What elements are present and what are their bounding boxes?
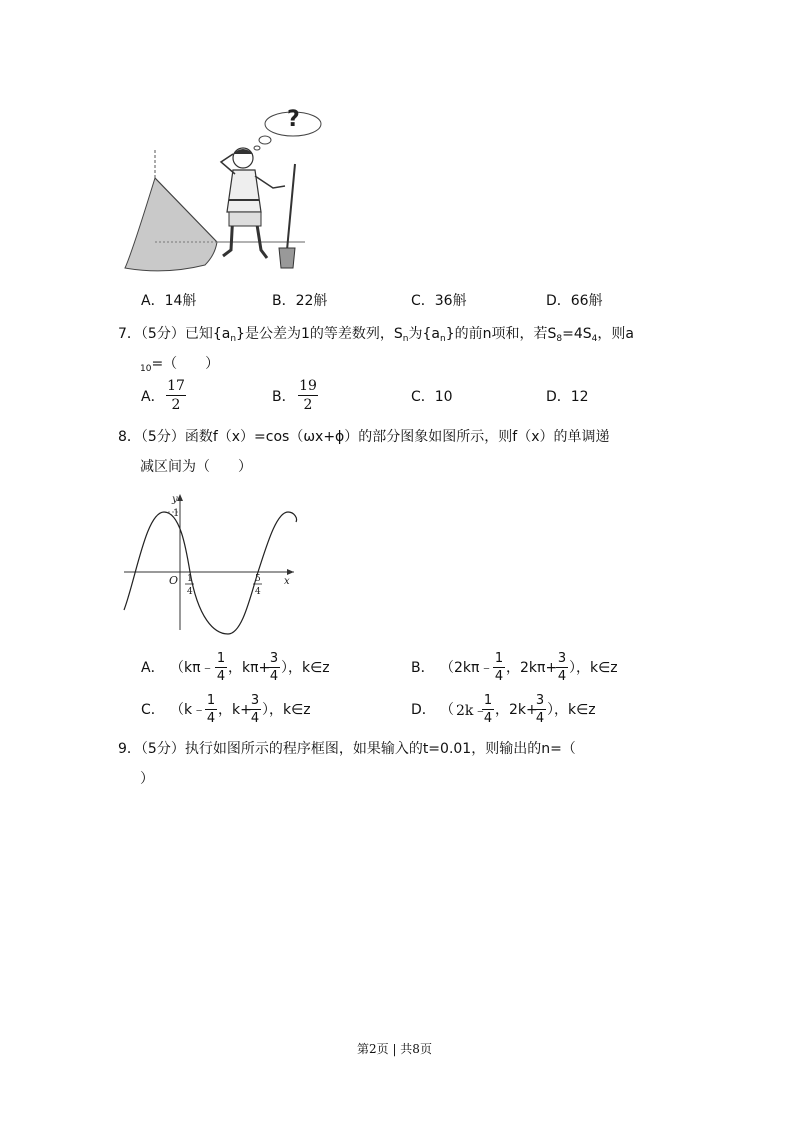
q8-option-c-frac1 xyxy=(205,694,217,725)
q8-option-c-part2: ，k+ xyxy=(218,702,252,718)
tick1-den: 4 xyxy=(187,587,193,597)
q8-option-c-frac2 xyxy=(249,694,261,725)
cosine-graph xyxy=(118,488,303,638)
q8-a-f1-den: 4 xyxy=(216,669,226,684)
q7-option-a-label: A． xyxy=(141,389,165,405)
q8-c-f1-num: 1 xyxy=(206,693,216,708)
q8-a-f2-den: 4 xyxy=(269,669,279,684)
q8-d-f2-den: 4 xyxy=(535,711,545,726)
q9-line1: 9．（5分）执行如图所示的程序框图，如果输入的t=0.01，则输出的n=（ xyxy=(118,741,576,757)
q6-option-d: D．66斛 xyxy=(546,293,603,309)
q8-option-d-frac1 xyxy=(482,694,494,725)
q7-sub-n2: n xyxy=(402,334,409,344)
q8-option-b-part2: ，2kπ+ xyxy=(506,660,558,676)
q8-option-a-label: A． xyxy=(141,660,165,676)
q9-line2: ） xyxy=(140,771,154,787)
one-label: 1 xyxy=(173,508,180,519)
tick1-num: 1 xyxy=(187,574,193,584)
q7-b-den: 2 xyxy=(303,397,313,413)
q6-option-b: B．22斛 xyxy=(272,293,328,309)
q8-option-b-frac1 xyxy=(493,652,505,683)
q8-a-f1-num: 1 xyxy=(216,651,226,666)
q7-sub-8: 8 xyxy=(556,334,563,344)
q7-line1 xyxy=(118,323,634,344)
q7-sub-4: 4 xyxy=(591,334,598,344)
q8-d-f2-num: 3 xyxy=(535,693,545,708)
q7-option-b-label: B． xyxy=(272,389,296,405)
q7-a-den: 2 xyxy=(171,397,181,413)
page-footer: 第2页 | 共8页 xyxy=(357,1042,432,1056)
tick2-num: 5 xyxy=(255,574,261,584)
q8-b-f2-num: 3 xyxy=(557,651,567,666)
y-axis-arrow xyxy=(177,494,183,501)
question-mark: ? xyxy=(287,107,300,132)
q8-option-d-part4: ），k∈z xyxy=(547,702,596,718)
q8-line1: 8．（5分）函数f（x）=cos（ωx+ϕ）的部分图象如图所示，则f（x）的单调递 xyxy=(118,429,610,445)
y-label: y xyxy=(172,494,178,505)
cosine-curve xyxy=(124,512,297,634)
q7-option-a-fraction xyxy=(166,379,186,412)
q8-c-f2-den: 4 xyxy=(250,711,260,726)
q7-option-b-fraction xyxy=(298,379,318,412)
q7-text-3: 为{a xyxy=(408,326,440,342)
q7-text-2: }是公差为1的等差数列，S xyxy=(236,326,403,342)
q6-option-c: C．36斛 xyxy=(411,293,467,309)
q8-option-b-part3: ），k∈z xyxy=(569,660,618,676)
q8-line2: 减区间为（ ） xyxy=(140,459,252,475)
q8-option-d-part1: （ xyxy=(440,702,454,718)
q7-text-1: 已知{a xyxy=(184,326,231,342)
q7-number: 7．（5分） xyxy=(118,326,185,342)
x-label: x xyxy=(284,576,290,587)
q7-option-d: D．12 xyxy=(546,389,589,405)
origin-label: O xyxy=(169,574,179,587)
q8-option-b-frac2 xyxy=(556,652,568,683)
q8-option-a-part1: （kπ﹣ xyxy=(170,660,215,676)
q7-text-5: =4S xyxy=(562,326,592,342)
grain-pile-illustration xyxy=(115,100,330,280)
q8-b-f2-den: 4 xyxy=(557,669,567,684)
q6-option-a: A．14斛 xyxy=(141,293,197,309)
q8-option-a-part2: ，kπ+ xyxy=(228,660,271,676)
q8-option-b-label: B． xyxy=(411,660,435,676)
q8-d-f1-num: 1 xyxy=(483,693,493,708)
q7-text-4: }的前n项和，若S xyxy=(445,326,557,342)
q8-option-a-frac2 xyxy=(268,652,280,683)
x-axis-arrow xyxy=(287,569,294,575)
tick2-den: 4 xyxy=(255,587,261,597)
q8-option-d-label: D． xyxy=(411,702,436,718)
q7-b-num: 19 xyxy=(299,378,317,394)
q8-option-a-part3: ），k∈z xyxy=(281,660,330,676)
q8-d-f1-den: 4 xyxy=(483,711,493,726)
q7-sub-n1: n xyxy=(230,334,237,344)
q7-a-num: 17 xyxy=(167,378,185,394)
q7-option-c: C．10 xyxy=(411,389,453,405)
q8-a-f2-num: 3 xyxy=(269,651,279,666)
q7-line2-rest: =（ ） xyxy=(151,356,220,372)
q8-option-d-part2: 2k﹣ xyxy=(456,703,488,719)
q8-option-d-frac2 xyxy=(534,694,546,725)
q8-c-f1-den: 4 xyxy=(206,711,216,726)
q7-sub-n3: n xyxy=(439,334,446,344)
q7-text-6: ，则a xyxy=(597,326,634,342)
q8-option-b-part1: （2kπ﹣ xyxy=(440,660,494,676)
q8-c-f2-num: 3 xyxy=(250,693,260,708)
q7-sub-10: 10 xyxy=(140,364,152,374)
q8-b-f1-den: 4 xyxy=(494,669,504,684)
q8-option-c-part3: ），k∈z xyxy=(262,702,311,718)
q8-option-a-frac1 xyxy=(215,652,227,683)
q7-line2 xyxy=(140,353,219,374)
q8-option-d-part3: ，2k+ xyxy=(495,702,538,718)
q8-option-c-part1: （k﹣ xyxy=(170,702,207,718)
q8-b-f1-num: 1 xyxy=(494,651,504,666)
q8-option-c-label: C． xyxy=(141,702,165,718)
